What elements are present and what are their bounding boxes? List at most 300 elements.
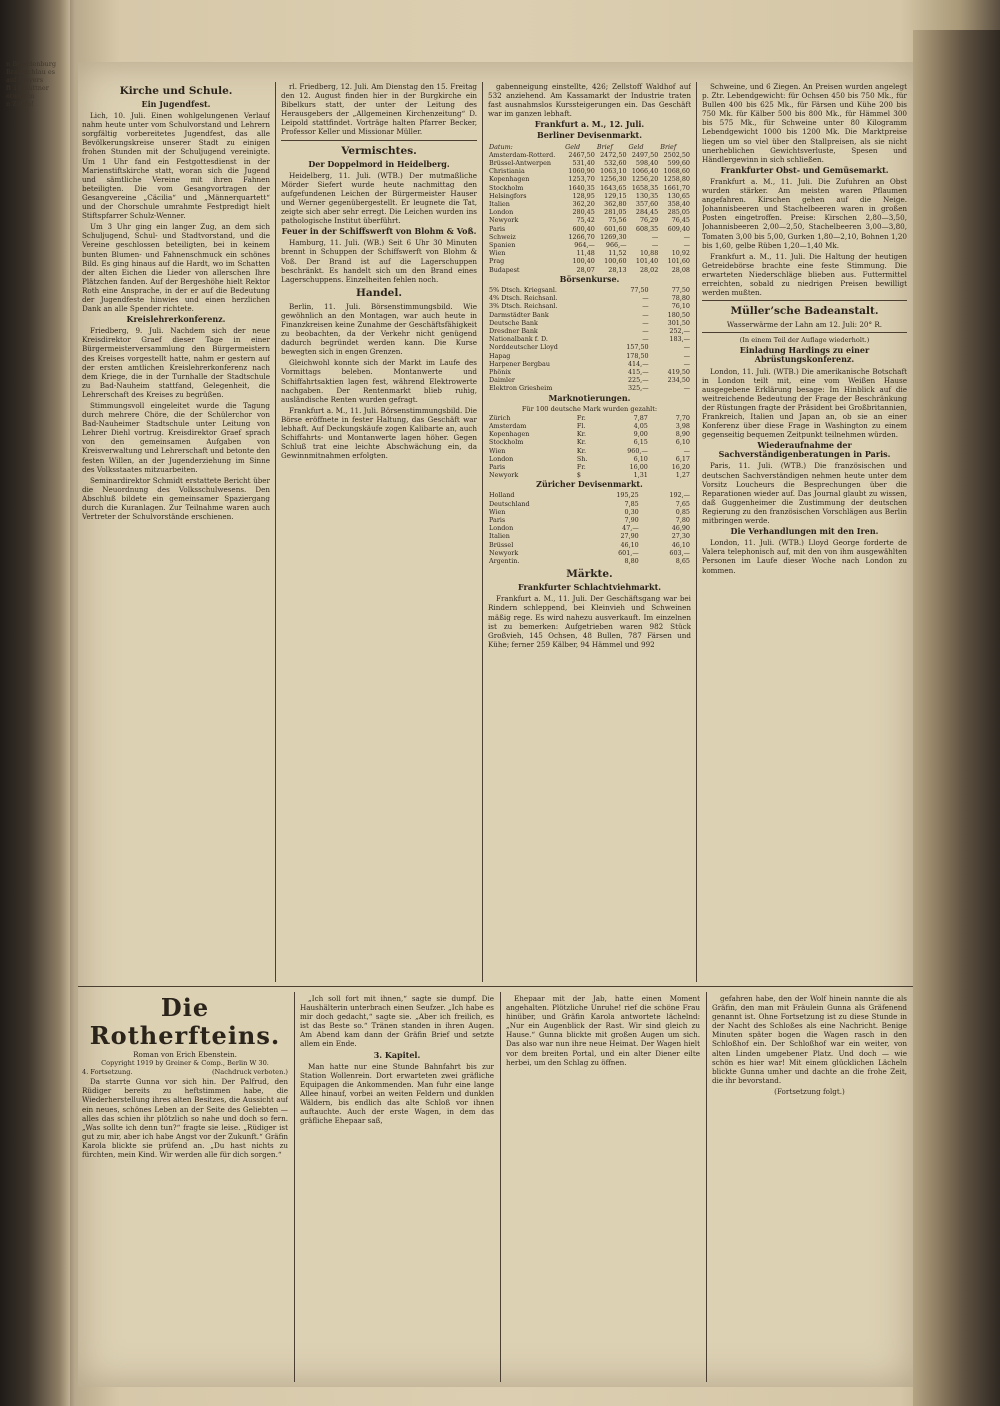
row-value: 2472,50 xyxy=(600,150,627,159)
row-label: Dresdner Bank xyxy=(489,326,538,335)
row-value: 157,50 xyxy=(626,343,649,352)
row-value: 1256,20 xyxy=(631,175,659,184)
row-value: 7,87 xyxy=(633,413,648,422)
row-label: Newyork xyxy=(489,548,519,557)
article-text: Wasserwärme der Lahn am 12. Juli: 20° R. xyxy=(726,320,883,330)
column-rule xyxy=(696,82,697,982)
row-value: — xyxy=(642,318,649,327)
row-label: Norddeutscher Lloyd xyxy=(489,343,558,352)
dateline: Frankfurt a. M., 12. Juli. xyxy=(534,119,645,130)
row-value: Kr. xyxy=(576,438,587,447)
table-heading: Börsenkurse. xyxy=(559,273,620,284)
row-value: 28,13 xyxy=(608,265,627,274)
table-row xyxy=(488,471,691,479)
row-value: 532,60 xyxy=(604,158,627,167)
row-value: 100,60 xyxy=(604,257,627,266)
divider xyxy=(702,300,907,301)
article-text: Um 3 Uhr ging ein langer Zug, an dem sich Schuljugend, Schul- und Stadtvorstand, und die Vereine geschlossen beteiligten, bei in keinem bunten Blumen- und Fahnenschmuck ein schönes Bild. Es ging hinaus auf die Hardt, wo im Schatten der alten Eichen die Lieder von allerschen Ihre Plätzchen fanden. Auf der Bergeshöhe hielt Rektor Roth eine Ansprache, in der er auf die Bedeutung der Jugendfeste hinwies und einen herzlichen Dank an alle Spender richtete. xyxy=(82,222,270,314)
table-row xyxy=(488,438,691,446)
row-value: 1066,40 xyxy=(631,167,659,176)
row-value: 609,40 xyxy=(667,224,690,233)
row-value: 28,08 xyxy=(671,265,690,274)
row-value: 7,80 xyxy=(675,516,690,525)
row-value: 16,00 xyxy=(629,462,648,471)
table-row xyxy=(488,294,691,302)
row-value: 9,00 xyxy=(633,430,648,439)
row-label: Wien xyxy=(489,249,506,258)
row-value: 1253,70 xyxy=(568,175,595,184)
divider xyxy=(281,140,477,141)
row-value: 8,80 xyxy=(624,557,639,566)
row-value: — xyxy=(651,241,659,249)
table-row xyxy=(488,257,691,265)
row-label: Phönix xyxy=(489,367,512,376)
row-label: Schweiz xyxy=(489,232,516,241)
serial-copyright: Copyright 1919 by Greiner & Comp., Berlin W 30. xyxy=(101,1059,269,1068)
row-value: 195,25 xyxy=(616,491,639,500)
row-value: 6,10 xyxy=(633,454,648,463)
serial-column-4 xyxy=(712,994,907,1382)
row-label: Amsterdam-Rotterd. xyxy=(489,150,556,159)
row-value: 285,05 xyxy=(667,208,690,217)
row-value: 130,35 xyxy=(635,191,659,200)
table-row xyxy=(488,343,691,351)
row-value: 1063,10 xyxy=(600,167,627,176)
binding-spine xyxy=(0,0,70,1406)
row-value: 11,52 xyxy=(608,249,627,258)
table-row xyxy=(488,216,691,224)
table-row xyxy=(488,233,691,241)
article-text: rl. Friedberg, 12. Juli. Am Dienstag den 15. Freitag den 12. August finden hier in der Burgkirche ein Bibelkurs statt, der unter der Leitung des Herausgebers der „Allgemeinen Kirchenzeitung“ D. Leipold stattfindet. Vorträge halten Pfarrer Becker, Professor Keller und Missionar Müller. xyxy=(281,82,477,137)
row-value: 301,50 xyxy=(667,318,690,327)
row-value: 78,80 xyxy=(671,294,690,303)
section-heading: Märkte. xyxy=(566,568,613,581)
section-heading: Müller’sche Badeanstalt. xyxy=(730,305,879,318)
serial-column-1 xyxy=(82,994,288,1382)
table-heading: Berliner Devisenmarkt. xyxy=(536,130,643,141)
row-value: — xyxy=(683,232,690,241)
article-heading: Ein Jugendfest. xyxy=(141,99,211,109)
spine-line: Braibachlau es xyxy=(6,68,56,76)
row-value: 358,40 xyxy=(667,199,690,208)
article-text: Gleichwohl konnte sich der Markt im Laufe des Vormittags beleben. Montanwerte und Schiffahrtsaktien lagen fest, während Elektrowerte nachgaben. Der Rentenmarkt blieb ruhig, ausländische Renten wurden gefragt. xyxy=(281,358,477,404)
table-row xyxy=(488,167,691,175)
serial-text: gefahren habe, den der Wolf hinein nannte die als Gräfin, den man mit Fräulein Gunna als Gräfenend genannt ist. Ohne Fortsetzung ist zu diese Stunde in der Nacht des Schloßes als eine Nachricht. Benige Minuten später bogen die Wagen rasch in den Schloßhof ein. Der Schloßhof war ein weiter, von alten Linden umgebener Platz. Und doch — wie schön es hier war! Mit einem glücklichen Lächeln blickte Gunna umher und dachte an die frohe Zeit, die ihr bevorstand. xyxy=(712,994,907,1085)
row-label: Holland xyxy=(489,491,515,500)
table-row xyxy=(488,549,691,557)
row-value: — xyxy=(683,359,690,368)
spine-text xyxy=(6,60,66,108)
table-row xyxy=(488,286,691,294)
row-label: Wien xyxy=(489,507,506,516)
serial-text: Ehepaar mit der Jab, hatte einen Moment angehalten. Plötzliche Unruhe! rief die schöne Frau hinüber, und Gräfin Karola antwortete lächelnd: „Nur ein Augenblick der Rast. Wir sind gleich zu Hause.“ Gunna blickte mit großen Augen um sich. Das also war nun ihre neue Heimat. Der Wagen hielt vor dem breiten Portal, und ein alter Diener eilte herbei, um den Schlag zu öffnen. xyxy=(506,994,700,1067)
row-label: Newyork xyxy=(489,471,519,480)
row-value: 1661,70 xyxy=(663,183,690,192)
row-value: 75,56 xyxy=(608,216,627,225)
row-value: 598,40 xyxy=(635,158,659,167)
row-value: 46,10 xyxy=(671,540,690,549)
row-value: 8,65 xyxy=(675,557,690,566)
row-value: 1266,70 xyxy=(568,232,595,241)
row-value: 7,85 xyxy=(624,499,639,508)
row-value: 1256,30 xyxy=(600,175,627,184)
row-value: Sh. xyxy=(576,454,588,463)
row-value: 225,— xyxy=(627,376,649,385)
row-value: 531,40 xyxy=(572,158,595,167)
row-label: Harpener Bergbau xyxy=(489,359,550,368)
row-label: Daimler xyxy=(489,376,515,385)
column-boerse xyxy=(488,82,691,982)
row-value: Fr. xyxy=(576,413,586,422)
row-value: 601,— xyxy=(618,548,639,557)
spine-line: n Zopfa! xyxy=(6,100,34,108)
row-value: 101,60 xyxy=(667,257,690,266)
row-value: 2497,50 xyxy=(631,150,659,159)
row-value: 414,— xyxy=(627,359,649,368)
row-label: Italien xyxy=(489,199,510,208)
row-label: Budapest xyxy=(489,265,520,274)
row-label: Prag xyxy=(489,257,505,266)
row-label: Stockholm xyxy=(489,183,524,192)
row-value: 0,30 xyxy=(624,507,639,516)
table-heading: Züricher Devisenmarkt. xyxy=(536,479,643,490)
row-value: 281,05 xyxy=(604,208,627,217)
row-value: 2467,50 xyxy=(568,150,595,159)
row-value: 7,65 xyxy=(675,499,690,508)
table-row xyxy=(488,151,691,159)
row-value: Fr. xyxy=(576,462,586,471)
table-row xyxy=(488,384,691,392)
row-value: 362,80 xyxy=(604,199,627,208)
article-text: Schweine, und 6 Ziegen. An Preisen wurden angelegt p. Ztr. Lebendgewicht: für Ochsen 450 bis 750 Mk., für Bullen 400 bis 625 Mk., für Färsen und Kühe 200 bis 750 Mk. für Kälber 500 bis 800 Mk., für Hämmel 300 bis 575 Mk., für Schweine unter 80 Kilogramm Lebendgewicht 1000 bis 1200 Mk. Die Marktpreise liegen um so viel über den Stallpreisen, als sie nicht unerheblichen Gewichtsverluste, Spesen und Händlergewinn in sich schließen. xyxy=(702,82,907,164)
row-value: 234,50 xyxy=(667,376,690,385)
serial-text: Man hatte nur eine Stunde Bahnfahrt bis zur Station Wollenrein. Dort erwarteten zwei gräfliche Equipagen die Ankommenden. Man fuhr eine lange Allee hinauf, vorbei an weiten Feldern und dunklen Wäldern, bis endlich das alte Schloß vor ihnen auftauchte. Auch der erste Wagen, in dem das gräfliche Ehepaar saß, xyxy=(300,1061,494,1126)
table-row xyxy=(488,184,691,192)
row-value: 178,50 xyxy=(626,351,649,360)
row-value: — xyxy=(683,343,690,352)
section-heading: Kirche und Schule. xyxy=(119,85,233,97)
article-text: Friedberg, 9. Juli. Nachdem sich der neue Kreisdirektor Graef dieser Tage in einer Bürgermeisterversammlung den Bürgermeistern des Kreises vorgestellt hatte, nahm er gestern auf der ersten amtlichen Kreislehrerkonferenz nach dem Kriege, die in der Turnhalle der Stadtschule zu Bad-Nauheim stattfand, Gelegenheit, die Lehrerschaft des Kreises zu begrüßen. xyxy=(82,326,270,399)
serial-title: Die Rotherfteins. xyxy=(89,994,281,1050)
row-label: Amsterdam xyxy=(489,421,527,430)
row-label: Newyork xyxy=(489,216,519,225)
row-value: 3,98 xyxy=(675,421,690,430)
row-value: 129,15 xyxy=(604,191,627,200)
row-value: 599,60 xyxy=(667,158,690,167)
row-label: Darmstädter Bank xyxy=(489,310,549,319)
row-value: 47,— xyxy=(622,524,639,533)
row-value: — xyxy=(683,241,690,249)
article-text: Berlin, 11. Juli. Börsenstimmungsbild. Wie gewöhnlich an den Montagen, war auch heute in Finanzkreisen keine Zunahme der Geschäftsfähigkeit zu beobachten, da der Verkehr nicht genügend dadurch begründet werden kann. Die Kurse bewegten sich in engen Grenzen. xyxy=(281,301,477,357)
table-row xyxy=(488,335,691,343)
row-value: 419,50 xyxy=(667,367,690,376)
row-value: 415,— xyxy=(627,367,649,376)
row-value: — xyxy=(642,294,649,303)
row-label: 4% Dtsch. Reichsanl. xyxy=(489,294,558,303)
spine-line: ft 11 Rüttner xyxy=(6,84,49,92)
row-value: 6,17 xyxy=(675,454,690,463)
row-label: Brüssel-Antwerpen xyxy=(489,158,552,167)
table-row xyxy=(488,376,691,384)
row-value: 4,05 xyxy=(633,421,648,430)
row-label: Paris xyxy=(489,224,506,233)
row-label: 3% Dtsch. Reichsanl. xyxy=(489,302,558,311)
table-header: Geld xyxy=(628,142,644,151)
column-maerkte-telegramme xyxy=(702,82,907,982)
table-header: Brief xyxy=(596,142,613,151)
row-value: 77,50 xyxy=(630,285,649,294)
article-heading: Frankfurter Obst- und Gemüsemarkt. xyxy=(720,164,889,175)
article-text: gabenneigung einstellte, 426; Zellstoff Waldhof auf 532 anziehend. Am Kassamarkt der Industrie traten fast ausnahmslos Kurssteigerungen ein. Das Geschäft war im ganzen lebhaft. xyxy=(488,82,691,119)
article-text: Stimmungsvoll eingeleitet wurde die Tagung durch mehrere Chöre, die der Schülerchor von Bad-Nauheimer Stadtschule unter Leitung von Lehrer Diehl vortrug. Kreisdirektor Graef sprach von den gemeinsamen Aufgaben von Kreisverwaltung und Lehrerschaft und betonte den festen Willen, an der Jugenderziehung im Sinne des Volksstaates mitzuarbeiten. xyxy=(82,401,270,474)
row-value: 960,— xyxy=(627,446,648,455)
devisen-table xyxy=(488,143,691,274)
table-row xyxy=(488,455,691,463)
row-value: 325,— xyxy=(627,384,649,393)
row-label: London xyxy=(489,524,514,533)
table-row xyxy=(488,508,691,516)
serial-text: Da starrte Gunna vor sich hin. Der Palfrud, den Rüdiger bereits zu heftstimmen habe, die Wiederherstellung ihres alten Besitzes, die Aussicht auf ein neues, schönes Leben an der Seite des Geliebten — alles das schien ihr plötzlich so nahe und doch so fern. „Was sollte ich denn tun?“ fragte sie leise. „Rüdiger ist gut zu mir, aber ich habe Angst vor der Zukunft.“ Gräfin Karola blickte sie prüfend an. „Du hast nichts zu fürchten, mein Kind. Wir werden alle für dich sorgen.“ xyxy=(82,1077,288,1160)
table-row xyxy=(488,319,691,327)
row-value: Kr. xyxy=(576,430,587,439)
article-heading: Wiederaufnahme der Sachverständigenberatungen in Paris. xyxy=(718,440,891,460)
row-value: 10,92 xyxy=(671,249,690,258)
row-value: 1060,90 xyxy=(568,167,595,176)
column-rule xyxy=(294,992,295,1382)
edition-note: (In einem Teil der Auflage wiederholt.) xyxy=(739,336,870,345)
row-value: 27,30 xyxy=(671,532,690,541)
row-value: 100,40 xyxy=(572,257,595,266)
article-text: Paris, 11. Juli. (WTB.) Die französischen und deutschen Sachverständigen nehmen heute unter dem Vorsitz Loucheurs die Besprechungen über die Reparationen wieder auf. Das Journal glaubt zu wissen, daß Guggenheimer die Zustimmung der deutschen Regierung zu den französischen Vorschlägen aus Berlin mitbringen werde. xyxy=(702,461,907,526)
zuerich-table xyxy=(488,491,691,565)
row-value: 1658,35 xyxy=(631,183,659,192)
row-value: 1640,35 xyxy=(568,183,595,192)
row-value: Kr. xyxy=(576,446,587,455)
column-vermischtes-handel xyxy=(281,82,477,982)
table-row xyxy=(488,463,691,471)
row-label: Wien xyxy=(489,446,506,455)
article-text: Seminardirektor Schmidt erstattete Bericht über die Neuordnung des Volksschulwesens. Den Abschluß bildete ein gemeinsamer Spaziergang durch die Kuranlagen. Zur Teilnahme waren auch Vertreter der Schulvorstände erschienen. xyxy=(82,475,270,522)
serial-nachdruck: (Nachdruck verboten.) xyxy=(211,1068,288,1077)
article-text: London, 11. Juli. (WTB.) Die amerikanische Botschaft in London teilt mit, eine vom Weißen Hause ausgegebene Erklärung besage: Im Hinblick auf die weitreichende Bedeutung der Frage der Beschränkung der Rüstungen fragte der Präsident bei Großbritannien, Frankreich, Italien und Japan an, ob sie an einer Konferenz über diese Frage in Washington zu einem gegenseitig bequemen Zeitpunkt teilnehmen würden. xyxy=(702,366,907,440)
row-label: London xyxy=(489,454,514,463)
column-rule xyxy=(706,992,707,1382)
serial-column-3 xyxy=(506,994,700,1382)
article-text: Hamburg, 11. Juli. (WB.) Seit 6 Uhr 30 Minuten brennt in Schuppen der Schiffswerft von Blohm & Voß. Der Brand ist auf die Lagerschuppen beschränkt. Es handelt sich um den Brand eines Lagerschuppens. Einzelheiten fehlen noch. xyxy=(281,238,477,284)
row-value: 6,15 xyxy=(633,438,648,447)
row-value: 10,88 xyxy=(639,249,659,258)
row-value: 130,65 xyxy=(667,191,690,200)
row-value: $ xyxy=(576,471,581,480)
table-row xyxy=(488,447,691,455)
table-row xyxy=(488,241,691,249)
row-label: Paris xyxy=(489,516,506,525)
article-heading: Einladung Hardings zu einer Abrüstungskonferenz. xyxy=(739,345,870,365)
table-row xyxy=(488,311,691,319)
table-row xyxy=(488,430,691,438)
chapter-heading: 3. Kapitel. xyxy=(373,1049,421,1060)
table-row xyxy=(488,225,691,233)
row-value: — xyxy=(683,384,690,393)
row-value: 608,35 xyxy=(635,224,659,233)
column-rule xyxy=(275,82,276,982)
article-heading: Der Doppelmord in Heidelberg. xyxy=(308,158,450,169)
row-value: 8,90 xyxy=(675,430,690,439)
row-value: 362,20 xyxy=(572,199,595,208)
row-value: 966,— xyxy=(605,241,627,249)
serial-meta xyxy=(82,1068,288,1077)
table-row xyxy=(488,541,691,549)
row-value: 28,07 xyxy=(576,265,595,274)
row-value: 284,45 xyxy=(635,208,659,217)
row-value: — xyxy=(683,446,690,455)
table-row xyxy=(488,200,691,208)
newspaper-page xyxy=(78,62,913,1387)
row-value: 76,45 xyxy=(671,216,690,225)
article-heading: Die Verhandlungen mit den Iren. xyxy=(730,526,879,537)
article-text: Frankfurt a. M., 11. Juli. Die Zufuhren an Obst wurden stärker. Am meisten waren Pflaumen angefahren. Kirschen gehen auf die Neige. Johannisbeeren und Stachelbeeren waren in großen Posten eingetroffen. Preise: Kirschen 2,80—3,50, Johannisbeeren 2,00—2,50, Stachelbeeren 3,00—3,80, Tomaten 3,00 bis 5,00, Gurken 1,80—2,10, Bohnen 1,20 bis 1,60, gelbe Rüben 1,20—1,40 Mk. xyxy=(702,176,907,250)
row-value: — xyxy=(642,335,649,344)
row-label: London xyxy=(489,208,514,217)
row-value: — xyxy=(651,232,659,241)
table-row xyxy=(488,532,691,540)
table-row xyxy=(488,352,691,360)
row-label: Spanien xyxy=(489,241,516,249)
row-label: Elektron Griesheim xyxy=(489,384,553,393)
section-heading: Handel. xyxy=(355,286,403,299)
article-text: Frankfurt a. M., 11. Juli. Die Haltung der heutigen Getreidebörse brachte eine feste Stimmung. Die erwarteten Niederschläge blieben aus. Futtermittel erreichten, sobald zu niedrigen Preisen bewilligt werden mußten. xyxy=(702,251,907,298)
row-value: 280,45 xyxy=(572,208,595,217)
row-value: 603,— xyxy=(669,548,690,557)
table-row xyxy=(488,175,691,183)
table-heading: Marknotierungen. xyxy=(548,392,631,403)
row-value: 183,— xyxy=(669,335,690,344)
row-value: 128,95 xyxy=(572,191,595,200)
table-row xyxy=(488,368,691,376)
mark-table xyxy=(488,414,691,480)
spine-line: auf Mayers xyxy=(6,76,44,84)
serial-part: 4. Fortsetzung. xyxy=(82,1068,133,1077)
feuilleton-rule xyxy=(78,986,913,987)
section-heading: Vermischtes. xyxy=(341,144,417,157)
row-label: Deutsche Bank xyxy=(489,318,538,327)
article-heading: Frankfurter Schlachtviehmarkt. xyxy=(517,582,662,593)
row-label: Brüssel xyxy=(489,540,514,549)
serial-column-2 xyxy=(300,994,494,1382)
table-subheading: Für 100 deutsche Mark wurden gezahlt: xyxy=(521,404,658,413)
row-label: Argentin. xyxy=(489,557,520,566)
row-value: 28,02 xyxy=(639,265,659,274)
row-label: Christiania xyxy=(489,167,525,176)
row-value: 76,10 xyxy=(671,302,690,311)
row-value: 600,40 xyxy=(572,224,595,233)
divider xyxy=(702,332,907,333)
row-value: Fl. xyxy=(576,421,586,430)
spine-line: etwad in xyxy=(6,92,35,100)
column-kirche-schule xyxy=(82,82,270,982)
row-value: — xyxy=(683,351,690,360)
row-value: 11,48 xyxy=(576,249,595,258)
row-label: Helsingfors xyxy=(489,191,527,200)
row-value: — xyxy=(642,310,649,319)
table-row xyxy=(488,491,691,499)
table-row xyxy=(488,266,691,274)
row-value: 6,10 xyxy=(675,438,690,447)
row-label: Italien xyxy=(489,532,510,541)
row-value: 0,85 xyxy=(675,507,690,516)
row-value: 2502,50 xyxy=(663,150,690,159)
article-text: Heidelberg, 11. Juli. (WTB.) Der mutmaßliche Mörder Siefert wurde heute nachmittag den aufgefundenen Leichen der Bürgermeister Hauser und Werner gegenübergestellt. Er leugnete die Tat, zeigte sich aber sehr erregt. Die Leichen wurden ins pathologische Institut überführt. xyxy=(281,170,477,226)
row-value: 1269,30 xyxy=(600,232,627,241)
row-label: Kopenhagen xyxy=(489,175,530,184)
row-value: — xyxy=(642,326,649,335)
table-row xyxy=(488,302,691,310)
article-text: Frankfurt a. M., 11. Juli. Börsenstimmungsbild. Die Börse eröffnete in fester Haltung, das Geschäft war lebhaft. Auf Deckungskäufe zogen Kalibarte an, auch Schiffahrts- und Montanwerte lagen höher. Gegen Schluß trat eine leichte Abschwächung ein, da Gewinnmitnahmen erfolgten. xyxy=(281,405,477,461)
table-row xyxy=(488,192,691,200)
article-heading: Kreislehrerkonferenz. xyxy=(126,314,226,325)
row-value: 7,90 xyxy=(624,516,639,525)
row-label: Hapag xyxy=(489,351,511,360)
row-label: 5% Dtsch. Kriegsanl. xyxy=(489,285,557,294)
row-label: Stockholm xyxy=(489,438,524,447)
row-value: 1,27 xyxy=(675,471,690,480)
table-header: Geld xyxy=(565,142,581,151)
row-value: 964,— xyxy=(574,241,595,249)
row-value: 46,10 xyxy=(620,540,639,549)
row-label: Kopenhagen xyxy=(489,430,530,439)
article-text: London, 11. Juli. (WTB.) Lloyd George forderte de Valera telephonisch auf, mit den von ihm ausgewählten Personen im Laufe dieser Woche nach London zu kommen. xyxy=(702,538,907,575)
row-value: 27,90 xyxy=(620,532,639,541)
table-row xyxy=(488,516,691,524)
page-stack-edge xyxy=(913,30,1000,1406)
serial-text: „Ich soll fort mit ihnen,“ sagte sie dumpf. Die Haushälterin unterbrach einen Seufzer. „Ich habe es mir doch gedacht,“ sagte sie. „Aber ich freilich, es ist das Beste so.“ Tränen standen in ihren Augen. Am Abend kam dann der Gräfin Brief und setzte allem ein Ende. xyxy=(300,994,494,1049)
row-label: Nationalbank f. D. xyxy=(489,335,548,344)
table-row xyxy=(488,422,691,430)
row-value: 75,42 xyxy=(576,216,595,225)
spine-line: n Brandenburg xyxy=(6,60,57,68)
row-value: 1258,80 xyxy=(663,175,690,184)
serial-subtitle: Roman von Erich Ebenstein. xyxy=(133,1050,237,1059)
article-heading: Feuer in der Schiffswerft von Blohm & Voß. xyxy=(281,226,477,237)
row-label: Paris xyxy=(489,462,506,471)
article-text: Lich, 10. Juli. Einen wohlgelungenen Verlauf nahm heute unter vom Schulvorstand und Lehrern sorgfältig vorbereitetes Jugendfest, das alle Bevölkerungskreise unserer Stadt zu einigen frohen Stunden mit der Schuljugend vereinigte. Um 1 Uhr fand ein Festgottesdienst in der Marienstiftskirche statt, woran sich die Jugend und sämtliche Vereine mit ihren Fahnen beteiligten. Die vom Gesangvortragen der Gesangvereine „Cäcilia“ und „Männerquartett“ und der Chorschule umrahmte Festpredigt hielt Stiftspfarrer Schulz-Wenner. xyxy=(82,111,270,221)
table-row xyxy=(488,159,691,167)
table-row xyxy=(488,414,691,422)
column-rule xyxy=(500,992,501,1382)
table-row xyxy=(488,557,691,565)
row-label: Deutschland xyxy=(489,499,530,508)
column-rule xyxy=(482,82,483,982)
table-row xyxy=(488,249,691,257)
row-value: 192,— xyxy=(669,491,690,500)
row-value: 7,70 xyxy=(675,413,690,422)
row-value: 1643,65 xyxy=(600,183,627,192)
row-value: 16,20 xyxy=(671,462,690,471)
table-row xyxy=(488,360,691,368)
row-value: 1068,60 xyxy=(663,167,690,176)
row-value: 1,31 xyxy=(633,471,648,480)
row-value: 180,50 xyxy=(667,310,690,319)
table-row xyxy=(488,327,691,335)
boersen-table xyxy=(488,286,691,393)
row-value: 252,— xyxy=(669,326,690,335)
row-value: 77,50 xyxy=(671,285,690,294)
article-text: Frankfurt a. M., 11. Juli. Der Geschäftsgang war bei Rindern schleppend, bei Kleinvieh und Schweinen mäßig rege. Es wird nahezu ausverkauft. Im einzelnen ist zu bemerken: Aufgetrieben waren 982 Stück Großvieh, 145 Ochsen, 48 Bullen, 787 Färsen und Kühe; ferner 259 Kälber, 94 Hämmel und 992 xyxy=(488,594,691,649)
table-row xyxy=(488,208,691,216)
row-label: Zürich xyxy=(489,413,511,422)
row-value: 101,40 xyxy=(635,257,659,266)
table-row xyxy=(488,500,691,508)
